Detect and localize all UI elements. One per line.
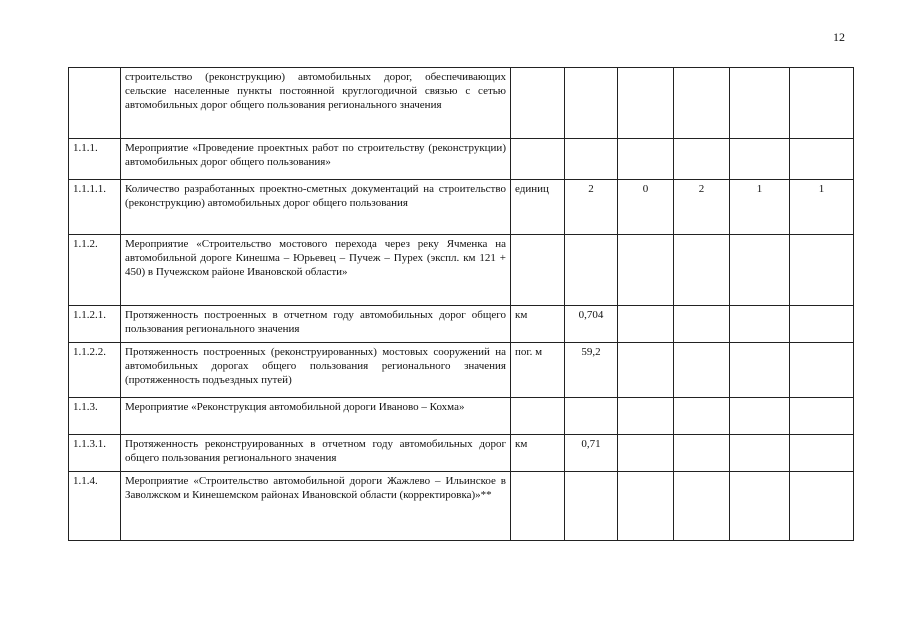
- row-value-3: [674, 472, 730, 541]
- row-number: 1.1.3.1.: [69, 435, 121, 472]
- row-value-2: [618, 398, 674, 435]
- row-number: 1.1.2.1.: [69, 306, 121, 343]
- row-description: Протяженность реконструированных в отчетном году автомобильных дорог общего пользования регионального значения: [121, 435, 511, 472]
- row-value-4: [730, 472, 790, 541]
- row-value-5: [790, 139, 854, 180]
- row-value-3: [674, 306, 730, 343]
- row-number: 1.1.1.: [69, 139, 121, 180]
- table-row: [69, 68, 854, 139]
- row-value-5: 1: [790, 180, 854, 235]
- row-value-1: 0,704: [565, 306, 618, 343]
- row-number: 1.1.2.2.: [69, 343, 121, 398]
- row-unit: [511, 472, 565, 541]
- row-value-2: [618, 306, 674, 343]
- row-value-1: 59,2: [565, 343, 618, 398]
- row-value-3: [674, 68, 730, 139]
- row-value-1: [565, 472, 618, 541]
- row-value-1: [565, 398, 618, 435]
- indicators-table: [68, 67, 854, 541]
- row-number: 1.1.3.: [69, 398, 121, 435]
- row-value-5: [790, 472, 854, 541]
- row-unit: км: [511, 306, 565, 343]
- row-description: Протяженность построенных в отчетном году автомобильных дорог общего пользования регионального значения: [121, 306, 511, 343]
- row-value-5: [790, 435, 854, 472]
- row-number: [69, 68, 121, 139]
- row-value-2: [618, 435, 674, 472]
- row-description: строительство (реконструкцию) автомобильных дорог, обеспечивающих сельские населенные пункты постоянной круглогодичной связью с сетью автомобильных дорог общего пользования регионального значения: [121, 68, 511, 139]
- row-value-5: [790, 68, 854, 139]
- row-unit: км: [511, 435, 565, 472]
- row-unit: пог. м: [511, 343, 565, 398]
- row-value-2: 0: [618, 180, 674, 235]
- row-value-2: [618, 68, 674, 139]
- row-value-4: [730, 343, 790, 398]
- row-description: Количество разработанных проектно-сметных документаций на строительство (реконструкцию) автомобильных дорог общего пользования: [121, 180, 511, 235]
- row-value-1: [565, 235, 618, 306]
- row-value-1: 2: [565, 180, 618, 235]
- row-value-1: 0,71: [565, 435, 618, 472]
- row-unit: [511, 139, 565, 180]
- row-unit: [511, 68, 565, 139]
- row-number: 1.1.2.: [69, 235, 121, 306]
- row-number: 1.1.4.: [69, 472, 121, 541]
- table-row: [69, 235, 854, 306]
- row-description: Мероприятие «Строительство автомобильной дороги Жажлево – Ильинское в Заволжском и Кинешемском районах Ивановской области (корректировка)»**: [121, 472, 511, 541]
- row-value-2: [618, 235, 674, 306]
- table-row: [69, 343, 854, 398]
- row-number: 1.1.1.1.: [69, 180, 121, 235]
- row-value-4: [730, 398, 790, 435]
- row-value-5: [790, 235, 854, 306]
- row-description: Протяженность построенных (реконструированных) мостовых сооружений на автомобильных дорогах общего пользования регионального значения (протяженность подъездных путей): [121, 343, 511, 398]
- table-row: [69, 398, 854, 435]
- row-value-1: [565, 139, 618, 180]
- row-value-3: [674, 435, 730, 472]
- row-value-4: [730, 139, 790, 180]
- row-value-5: [790, 398, 854, 435]
- row-value-4: [730, 235, 790, 306]
- row-description: Мероприятие «Строительство мостового перехода через реку Ячменка на автомобильной дороге Кинешма – Юрьевец – Пучеж – Пурех (экспл. км 121 + 450) в Пучежском районе Ивановской области»: [121, 235, 511, 306]
- row-value-4: [730, 68, 790, 139]
- table-row: [69, 139, 854, 180]
- row-unit: единиц: [511, 180, 565, 235]
- row-value-3: 2: [674, 180, 730, 235]
- page-number: 12: [833, 30, 845, 44]
- row-value-5: [790, 306, 854, 343]
- row-description: Мероприятие «Проведение проектных работ по строительству (реконструкции) автомобильных дорог общего пользования»: [121, 139, 511, 180]
- row-unit: [511, 398, 565, 435]
- table-row: [69, 472, 854, 541]
- row-value-3: [674, 139, 730, 180]
- row-value-2: [618, 343, 674, 398]
- row-value-3: [674, 398, 730, 435]
- row-value-4: 1: [730, 180, 790, 235]
- row-value-1: [565, 68, 618, 139]
- row-value-4: [730, 306, 790, 343]
- table-row: [69, 180, 854, 235]
- table-row: [69, 306, 854, 343]
- row-description: Мероприятие «Реконструкция автомобильной дороги Иваново – Кохма»: [121, 398, 511, 435]
- row-value-3: [674, 235, 730, 306]
- row-value-2: [618, 472, 674, 541]
- row-value-5: [790, 343, 854, 398]
- row-value-2: [618, 139, 674, 180]
- table-row: [69, 435, 854, 472]
- row-value-3: [674, 343, 730, 398]
- row-unit: [511, 235, 565, 306]
- row-value-4: [730, 435, 790, 472]
